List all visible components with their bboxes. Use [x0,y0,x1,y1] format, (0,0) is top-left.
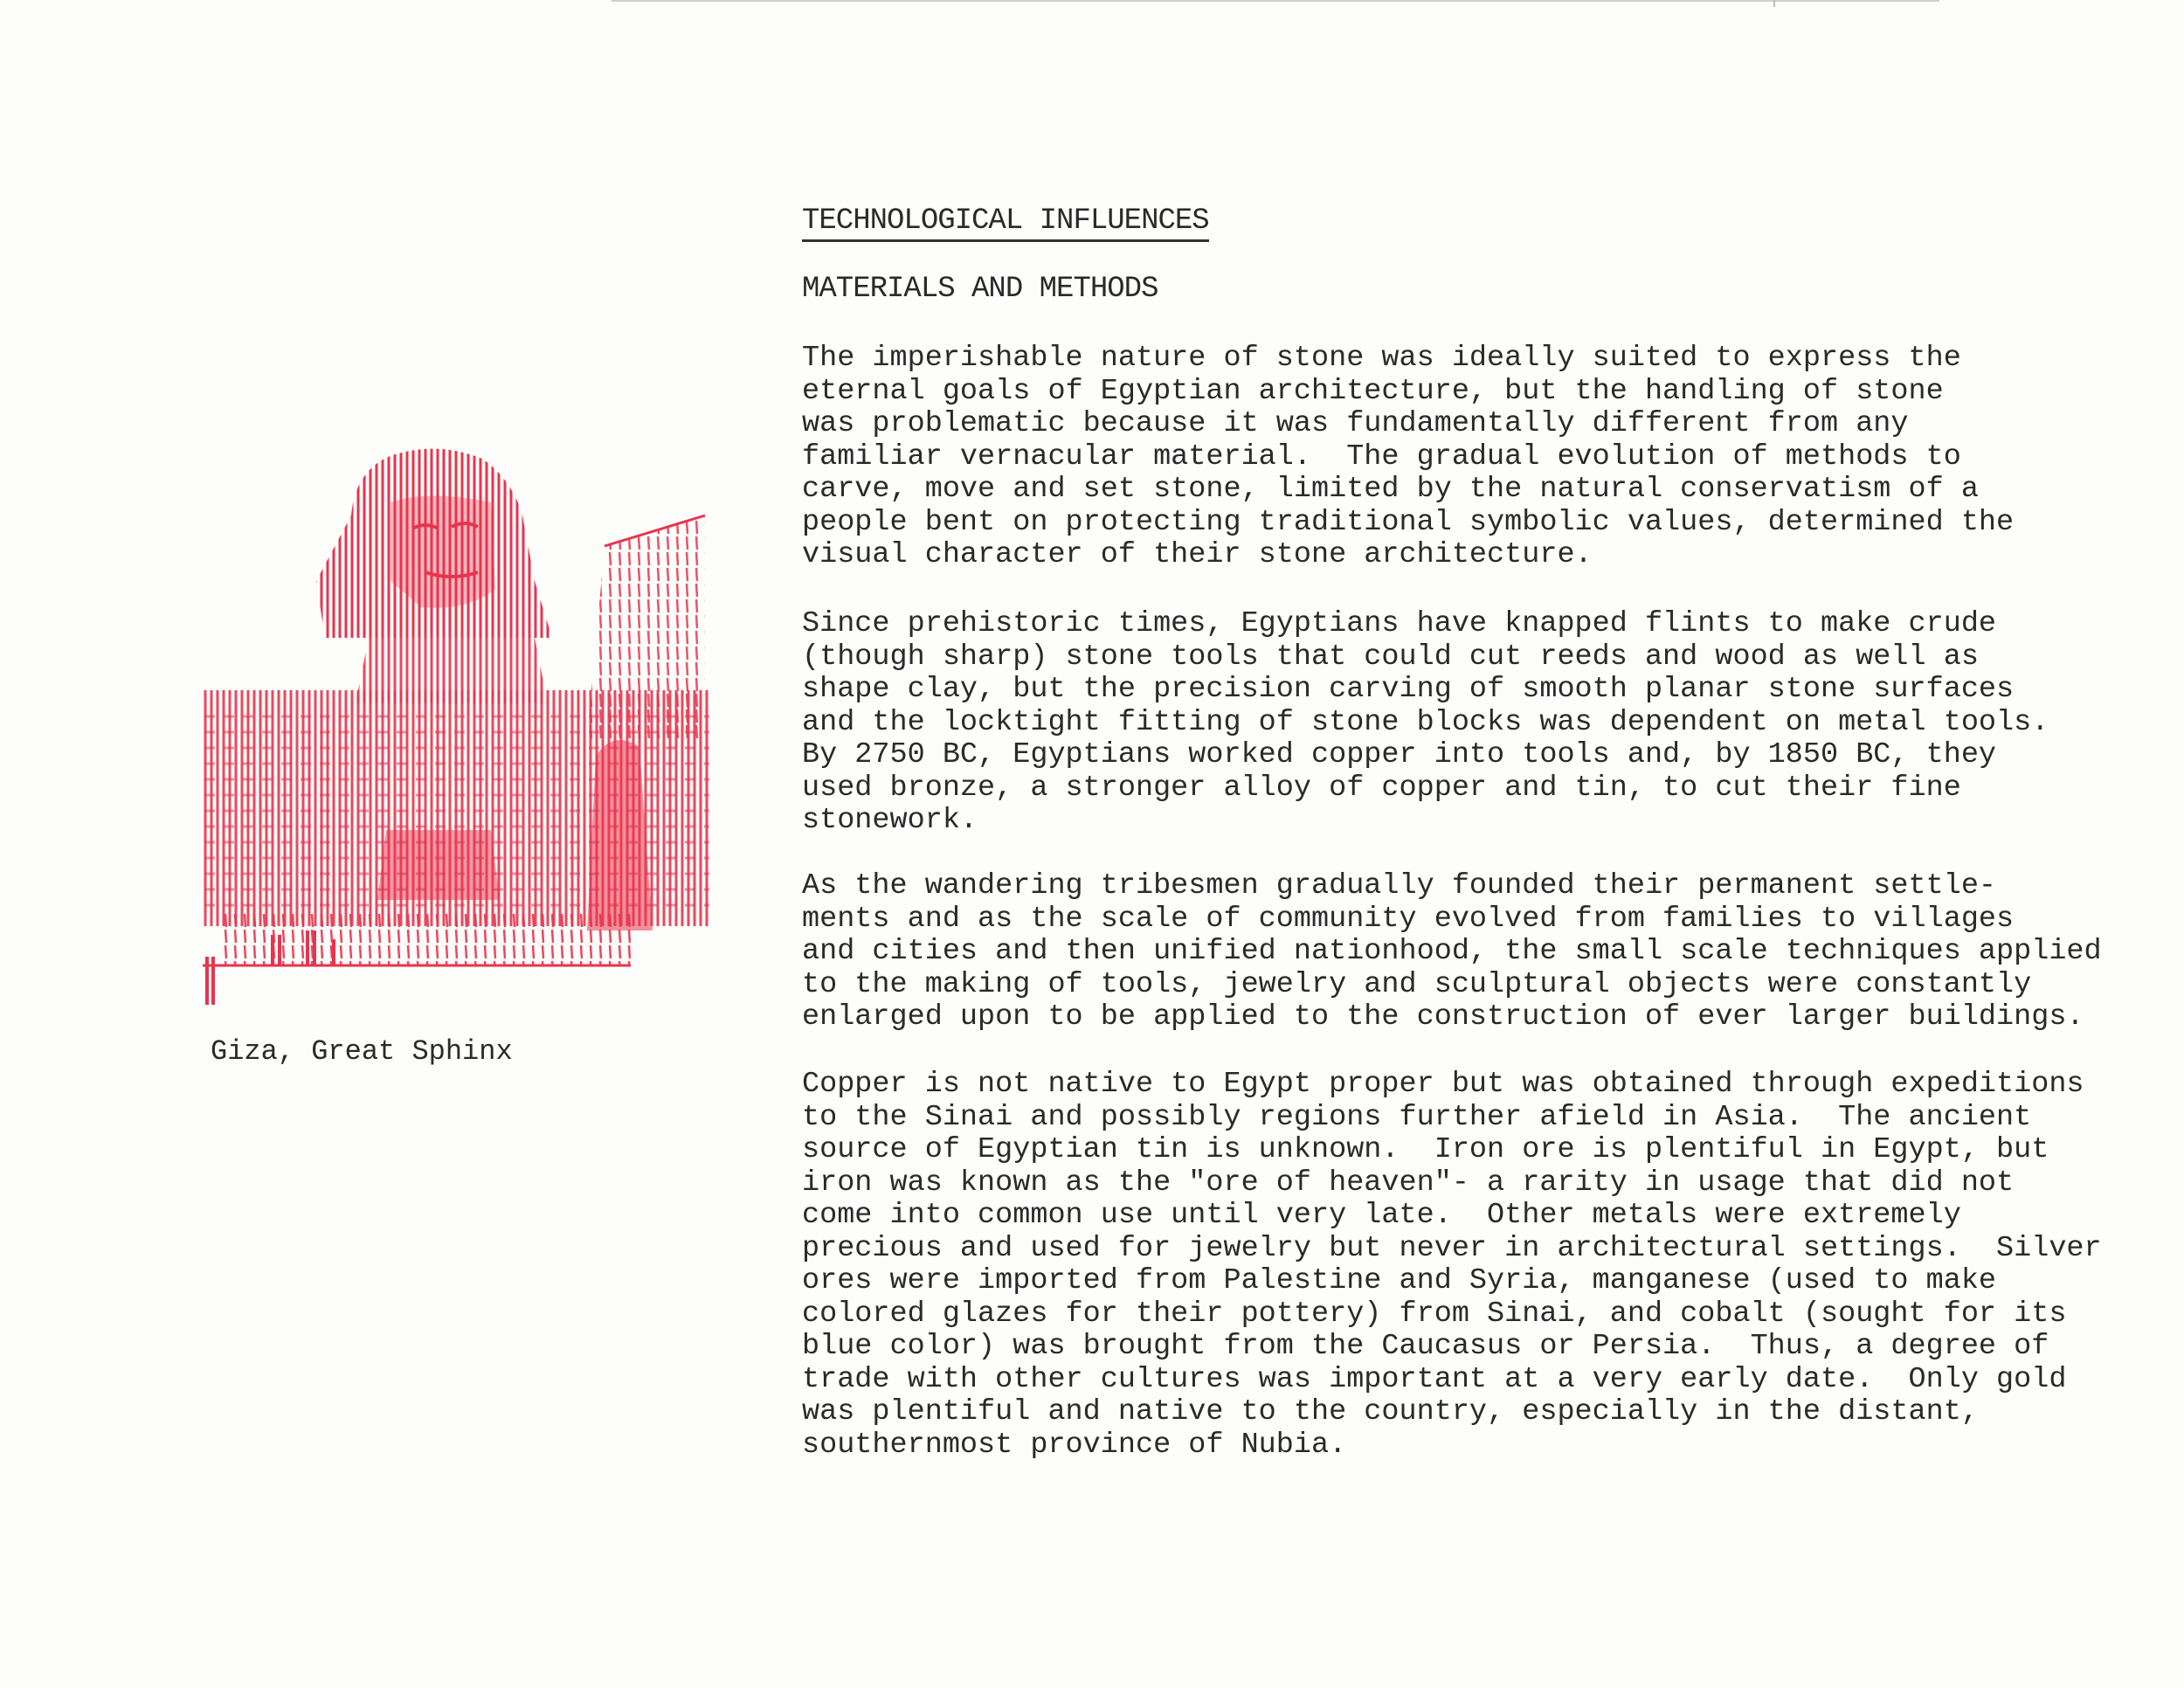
text-line: blue color) was brought from the Caucasus or Persia. Thus, a degree of [802,1330,2049,1363]
sphinx-face [390,496,495,608]
text-line: was problematic because it was fundamentally different from any [802,407,1909,440]
text-line: iron was known as the "ore of heaven"- a rarity in usage that did not [802,1166,2015,1200]
paragraph-1 [802,342,2014,572]
figure-caption: Giza, Great Sphinx [211,1035,513,1068]
text-line: precious and used for jewelry but never in architectural settings. Silver [802,1231,2102,1265]
text-line: was plentiful and native to the country, especially in the distant, [802,1395,1979,1429]
text-line: As the wandering tribesmen gradually founded their permanent settle- [802,869,1997,903]
text-line: trade with other cultures was important at a very early date. Only gold [802,1362,2067,1396]
sphinx-sketch [203,441,709,1011]
text-line: carve, move and set stone, limited by the natural conservatism of a [802,473,1979,506]
section-heading: TECHNOLOGICAL INFLUENCES [802,204,1209,242]
text-line: eternal goals of Egyptian architecture, but the handling of stone [802,374,1944,408]
paragraph-4 [802,1069,2102,1462]
paragraph-2 [802,608,2049,838]
text-line: southernmost province of Nubia. [802,1428,1347,1462]
text-line: By 2750 BC, Egyptians worked copper into tools and, by 1850 BC, they [802,738,1997,771]
text-line: stonework. [802,804,978,837]
text-line: source of Egyptian tin is unknown. Iron ore is plentiful in Egypt, but [802,1133,2049,1166]
text-line: visual character of their stone architecture. [802,538,1593,571]
sphinx-ink [203,449,709,1005]
text-line: (though sharp) stone tools that could cut reeds and wood as well as [802,640,1979,674]
text-line: colored glazes for their pottery) from Sinai, and cobalt (sought for its [802,1297,2067,1331]
text-line: Copper is not native to Egypt proper but was obtained through expeditions [802,1068,2084,1101]
text-line: enlarged upon to be applied to the construction of ever larger buildings. [802,1000,2084,1034]
text-line: familiar vernacular material. The gradual evolution of methods to [802,439,1961,474]
text-line: used bronze, a stronger alloy of copper and tin, to cut their fine [802,771,1961,805]
text-line: The imperishable nature of stone was ideally suited to express the [802,342,1961,375]
text-line: ments and as the scale of community evolved from families to villages [802,902,2015,936]
text-line: to the Sinai and possibly regions further afield in Asia. The ancient [802,1100,2032,1134]
sphinx-base [220,913,631,965]
sphinx-drawing [203,441,709,1011]
page-edge-mark [1773,0,1775,7]
text-line: and the locktight fitting of stone blocks was dependent on metal tools. [802,705,2049,739]
text-line: and cities and then unified nationhood, the small scale techniques applied [802,935,2102,968]
page-edge-line [612,0,1939,2]
text-line: ores were imported from Palestine and Syria, manganese (used to make [802,1264,1997,1297]
text-line: to the making of tools, jewelry and sculptural objects were constantly [802,967,2032,1001]
text-line: shape clay, but the precision carving of smooth planar stone surfaces [802,673,2015,706]
paragraph-3 [802,870,2102,1034]
section-subheading: MATERIALS AND METHODS [802,273,1158,306]
text-line: people bent on protecting traditional symbolic values, determined the [802,505,2015,539]
text-line: come into common use until very late. Other metals were extremely [802,1199,1961,1232]
text-line: Since prehistoric times, Egyptians have knapped flints to make crude [802,607,1997,640]
